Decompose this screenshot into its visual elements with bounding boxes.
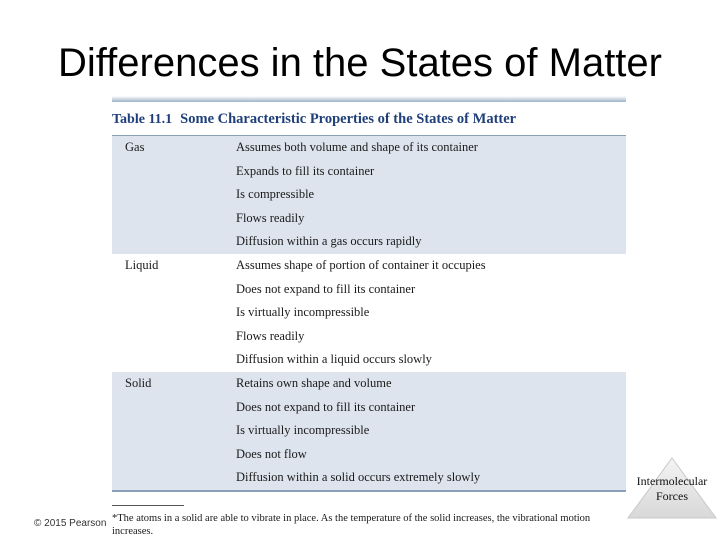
table-row <box>112 136 626 160</box>
table-row <box>112 207 626 231</box>
badge-line-2: Forces <box>656 489 688 503</box>
table-row <box>112 254 626 278</box>
badge-label <box>626 474 718 504</box>
table-row <box>112 278 626 302</box>
table-row <box>112 160 626 184</box>
table-row <box>112 301 626 325</box>
property-text: Does not expand to fill its container <box>236 399 416 414</box>
property-text: Does not flow <box>236 446 307 461</box>
table-caption <box>112 102 626 136</box>
table-row <box>112 325 626 349</box>
group-liquid <box>112 254 626 372</box>
property-text: Assumes shape of portion of container it occupies <box>236 257 486 272</box>
properties-table <box>112 96 626 492</box>
property-text: Flows readily <box>236 210 305 225</box>
property-text: Retains own shape and volume <box>236 375 392 390</box>
property-text: Is virtually incompressible <box>236 423 370 438</box>
property-text: Diffusion within a solid occurs extremely slowly <box>236 470 481 485</box>
table-row <box>112 348 626 372</box>
state-label: Gas <box>125 140 145 154</box>
table-row <box>112 419 626 443</box>
copyright-text: © 2015 Pearson <box>34 518 107 529</box>
property-text: Is compressible <box>236 187 315 202</box>
property-text: Flows readily <box>236 328 305 343</box>
property-text: Diffusion within a liquid occurs slowly <box>236 352 432 367</box>
state-label: Liquid <box>125 257 159 272</box>
footnote-rule <box>112 505 184 506</box>
table-row <box>112 396 626 420</box>
table-footnote: *The atoms in a solid are able to vibrate in place. As the temperature of the solid increases, the vibrational motion increases. <box>112 513 591 537</box>
property-text: Diffusion within a gas occurs rapidly <box>236 234 422 249</box>
table-row <box>112 372 626 396</box>
table-title: Some Characteristic Properties of the States of Matter <box>180 111 517 127</box>
property-text: Expands to fill its container <box>236 163 375 178</box>
table-row <box>112 183 626 207</box>
slide-title: Differences in the States of Matter <box>57 41 662 85</box>
table-row <box>112 443 626 467</box>
group-gas <box>112 136 626 254</box>
group-solid <box>112 372 626 490</box>
table-row <box>112 466 626 490</box>
state-label: Solid <box>125 375 152 390</box>
property-text: Assumes both volume and shape of its container <box>236 140 478 154</box>
table-row <box>112 230 626 254</box>
badge-line-1: Intermolecular <box>636 474 708 488</box>
table-number: Table 11.1 <box>112 112 173 127</box>
property-text: Does not expand to fill its container <box>236 281 416 296</box>
table-bottom-rule <box>112 490 626 492</box>
property-text: Is virtually incompressible <box>236 305 370 320</box>
chapter-badge <box>626 456 718 520</box>
